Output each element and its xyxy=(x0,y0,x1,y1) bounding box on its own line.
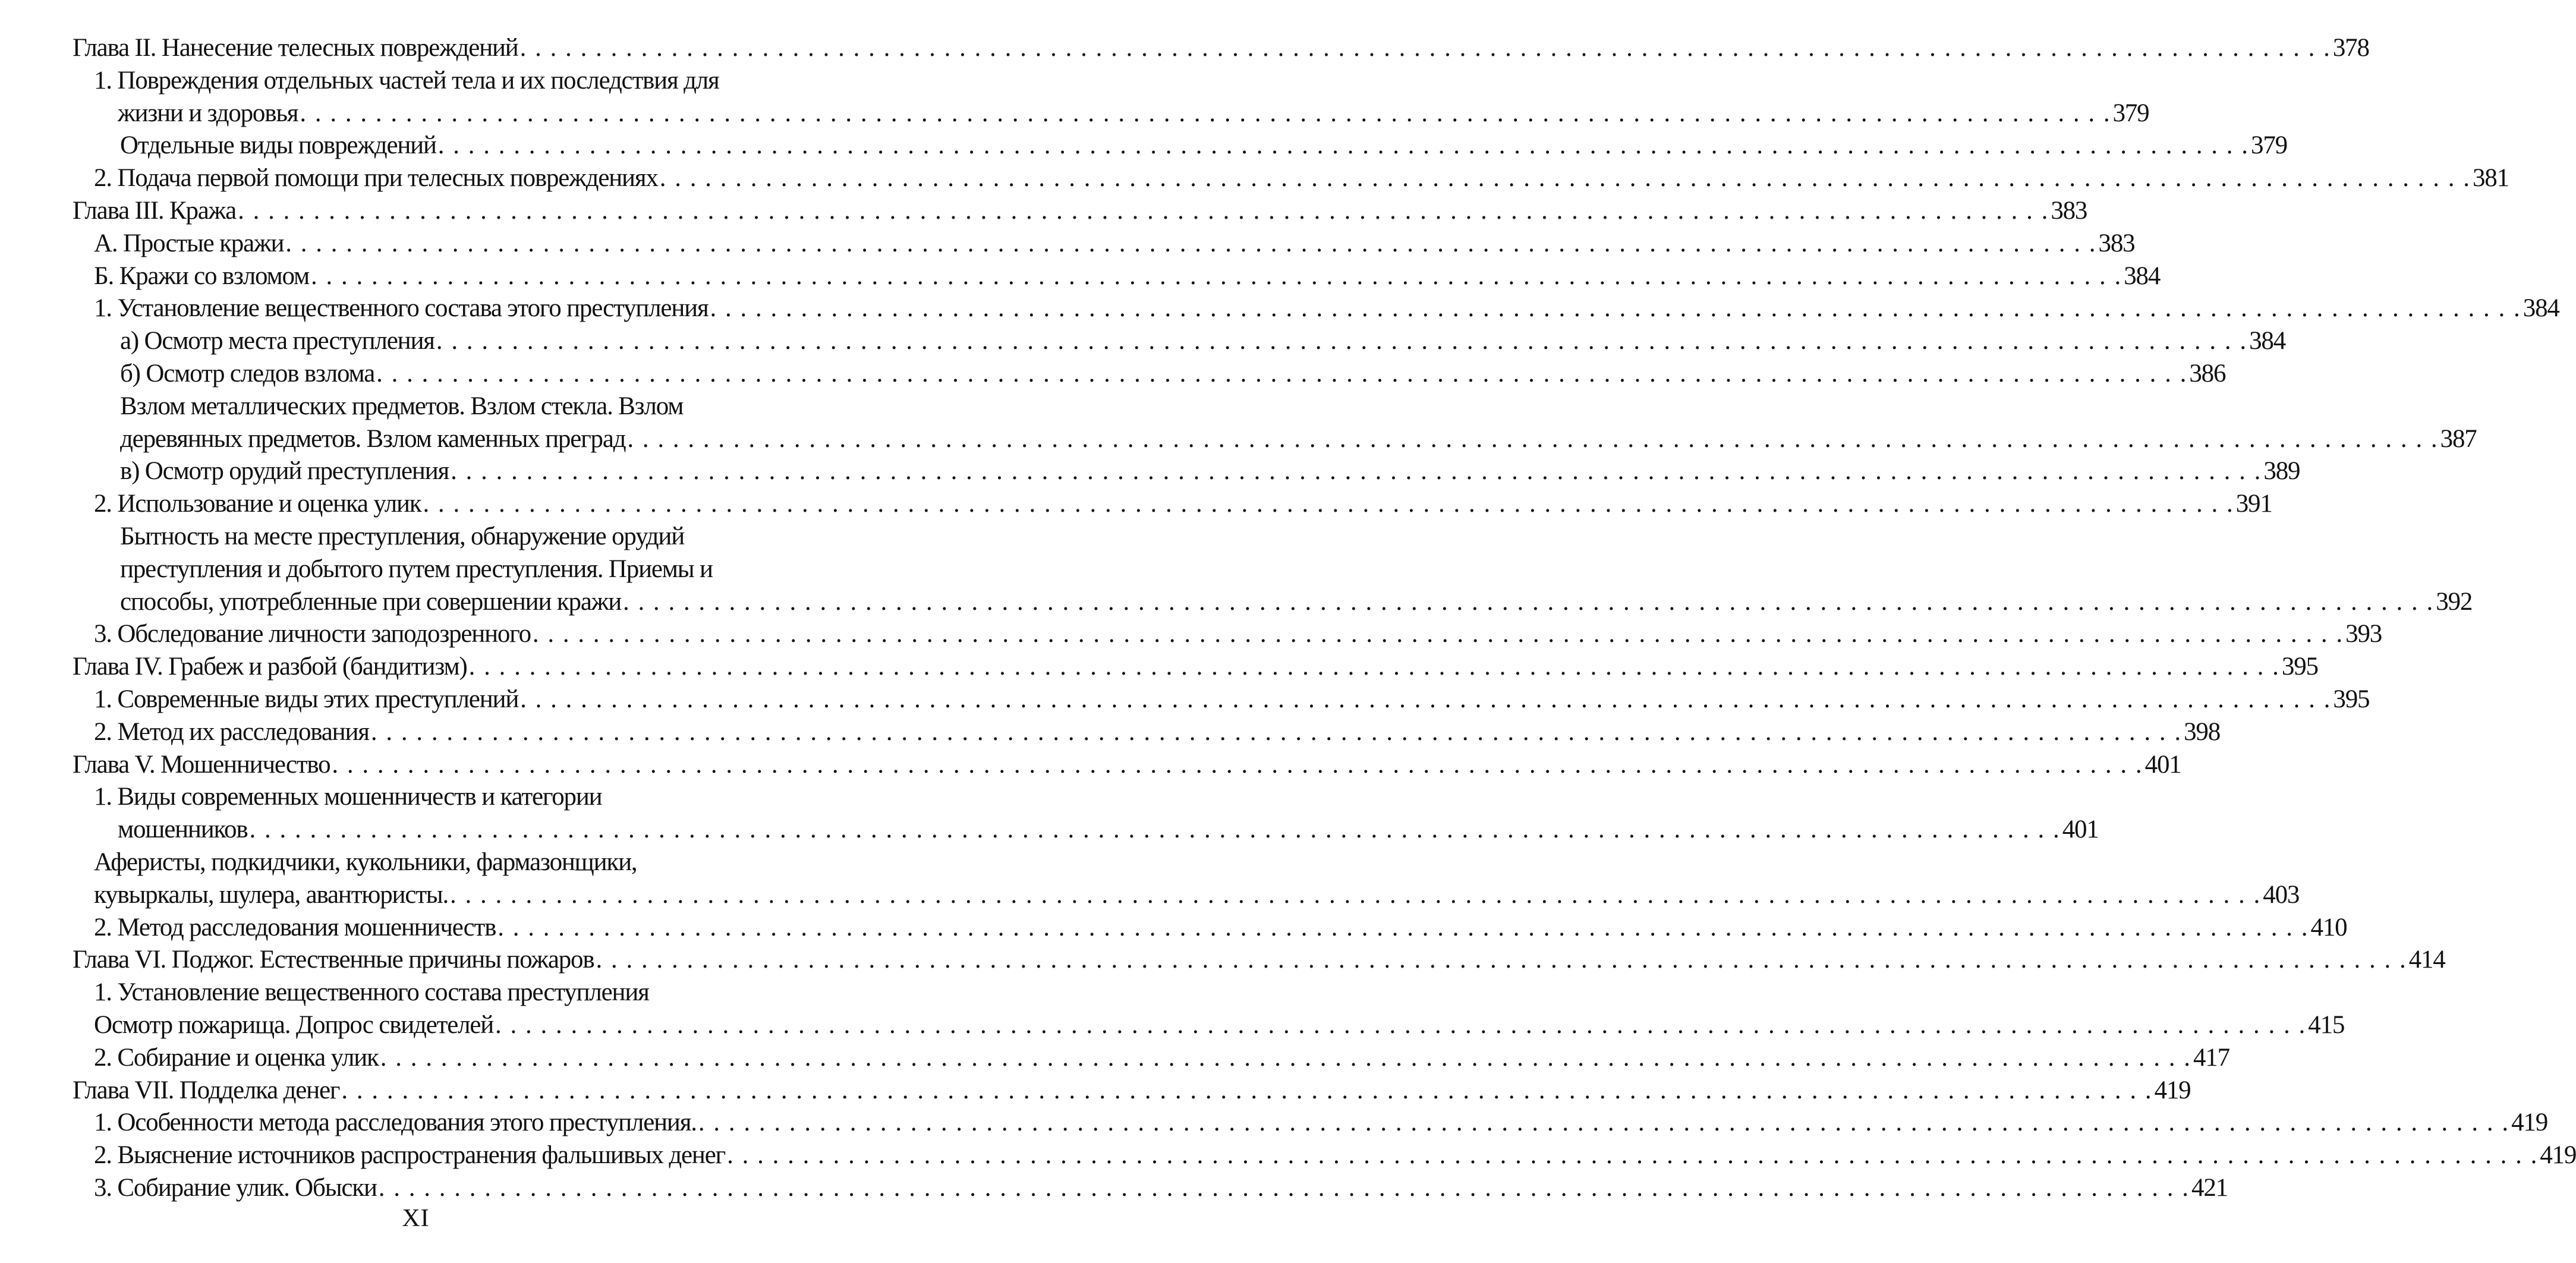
dot-leader: . . . . . . . . . . . . . . . . . . . . . . . . . . . . . . . . . . . . . . . . . . . . . . . . . . . . . . . . . . . . . . . . . . . . . . . . . . . . . . . . . . . . . . . . . . . . . . . . . . . . . . . . . . . . . . . . . . . . . . . . xyxy=(451,457,2262,486)
toc-entry xyxy=(73,130,2287,162)
toc-entry xyxy=(73,1107,2547,1139)
toc-entry-page: 387 xyxy=(2440,424,2477,453)
toc-entry-title-line: 3. Обследование личности заподозренного xyxy=(94,620,531,648)
toc-entry-page: 383 xyxy=(2051,196,2087,225)
toc-entry xyxy=(73,716,2221,749)
toc-entry xyxy=(73,32,2369,65)
toc-entry xyxy=(73,325,2285,358)
toc-entry-page: 410 xyxy=(2310,913,2347,941)
toc-entry xyxy=(73,228,2135,260)
toc-entry-title-line: 2. Подача первой помощи при телесных повреждениях xyxy=(94,164,658,193)
toc-entry-title-line: кувыркалы, шулера, авантюристы. xyxy=(94,880,449,909)
dot-leader: . . . . . . . . . . . . . . . . . . . . . . . . . . . . . . . . . . . . . . . . . . . . . . . . . . . . . . . . . . . . . . . . . . . . . . . . . . . . . . . . . . . . . . . . . . . . . . . . . . . . . . . . . . . . . . . . . . . . . . . . xyxy=(436,327,2248,355)
table-of-contents xyxy=(73,32,2576,1205)
toc-entry-title-line: 2. Метод расследования мошенничеств xyxy=(94,913,496,941)
toc-entry-title-line: Глава II. Нанесение телесных повреждений xyxy=(73,34,518,62)
toc-entry xyxy=(73,195,2087,228)
toc-entry-title-line: в) Осмотр орудий преступления xyxy=(120,457,449,486)
toc-entry-page: 386 xyxy=(2189,359,2226,388)
dot-leader: . . . . . . . . . . . . . . . . . . . . . . . . . . . . . . . . . . . . . . . . . . . . . . . . . . . . . . . . . . . . . . . . . . . . . . . . . . . . . . . . . . . . . . . . . . . . . . . . . . . . . . . . . . . . . . . . . . . . . . . . xyxy=(698,1108,2510,1137)
toc-entry-title-line: 2. Использование и оценка улик xyxy=(94,490,421,518)
toc-entry-page: 417 xyxy=(2193,1043,2229,1072)
toc-entry-page: 379 xyxy=(2251,131,2287,160)
toc-entry-page: 384 xyxy=(2249,327,2285,355)
toc-entry xyxy=(73,1172,2228,1205)
toc-entry-page: 419 xyxy=(2540,1141,2576,1170)
dot-leader: . . . . . . . . . . . . . . . . . . . . . . . . . . . . . . . . . . . . . . . . . . . . . . . . . . . . . . . . . . . . . . . . . . . . . . . . . . . . . . . . . . . . . . . . . . . . . . . . . . . . . . . . . . . . . . . . . . . . . . . . xyxy=(519,34,2331,62)
dot-leader: . . . . . . . . . . . . . . . . . . . . . . . . . . . . . . . . . . . . . . . . . . . . . . . . . . . . . . . . . . . . . . . . . . . . . . . . . . . . . . . . . . . . . . . . . . . . . . . . . . . . . . . . . . . . . . . . . . . . . . . . xyxy=(727,1141,2539,1170)
toc-entry-title-line: преступления и добытого путем преступления. Приемы и xyxy=(120,555,713,583)
toc-entry-title-line: 3. Собирание улик. Обыски xyxy=(94,1173,377,1202)
toc-entry xyxy=(73,1075,2191,1107)
dot-leader: . . . . . . . . . . . . . . . . . . . . . . . . . . . . . . . . . . . . . . . . . . . . . . . . . . . . . . . . . . . . . . . . . . . . . . . . . . . . . . . . . . . . . . . . . . . . . . . . . . . . . . . . . . . . . . . . . . . . . . . . xyxy=(249,815,2061,844)
toc-entry-title-line: 1. Установление вещественного состава этого преступления xyxy=(94,294,708,323)
toc-entry-title-line: Глава IV. Грабеж и разбой (бандитизм) xyxy=(73,653,467,681)
toc-entry xyxy=(73,390,2477,456)
toc-entry xyxy=(73,455,2300,488)
toc-entry xyxy=(73,618,2382,651)
toc-entry-title-line: деревянных предметов. Взлом каменных преград xyxy=(120,424,626,453)
toc-entry-page: 392 xyxy=(2436,587,2473,616)
toc-entry xyxy=(73,944,2445,977)
toc-entry-page: 384 xyxy=(2124,262,2161,290)
dot-leader: . . . . . . . . . . . . . . . . . . . . . . . . . . . . . . . . . . . . . . . . . . . . . . . . . . . . . . . . . . . . . . . . . . . . . . . . . . . . . . . . . . . . . . . . . . . . . . . . . . . . . . . . . . . . . . . . . . . . . . . . xyxy=(380,1043,2191,1072)
toc-entry xyxy=(73,1042,2229,1075)
toc-entry-title-line: 1. Повреждения отдельных частей тела и их последствия для xyxy=(94,66,719,95)
toc-entry xyxy=(73,65,2149,130)
dot-leader: . . . . . . . . . . . . . . . . . . . . . . . . . . . . . . . . . . . . . . . . . . . . . . . . . . . . . . . . . . . . . . . . . . . . . . . . . . . . . . . . . . . . . . . . . . . . . . . . . . . . . . . . . . . . . . . . . . . . . . . . xyxy=(495,1010,2307,1039)
toc-entry-title-line: жизни и здоровья xyxy=(118,99,298,127)
toc-entry xyxy=(73,781,2099,846)
toc-entry-page: 401 xyxy=(2144,750,2181,779)
dot-leader: . . . . . . . . . . . . . . . . . . . . . . . . . . . . . . . . . . . . . . . . . . . . . . . . . . . . . . . . . . . . . . . . . . . . . . . . . . . . . . . . . . . . . . . . . . . . . . . . . . . . . . . . . . . . . . . . . . . . . . . . xyxy=(378,1173,2190,1202)
toc-entry-title-line: Бытность на месте преступления, обнаружение орудий xyxy=(120,522,685,550)
toc-entry-title-line: Глава VI. Поджог. Естественные причины пожаров xyxy=(73,946,594,974)
toc-entry xyxy=(73,651,2318,684)
toc-entry xyxy=(73,260,2161,293)
toc-entry-title-line: 1. Виды современных мошенничеств и категории xyxy=(94,783,602,811)
toc-entry-page: 414 xyxy=(2408,946,2445,974)
toc-entry-title-line: Осмотр пожарища. Допрос свидетелей xyxy=(94,1010,494,1039)
toc-entry xyxy=(73,912,2347,944)
toc-entry-page: 391 xyxy=(2235,490,2272,518)
toc-entry-page: 419 xyxy=(2511,1108,2547,1137)
toc-entry-title-line: Глава III. Кража xyxy=(73,196,237,225)
toc-entry-title-line: 1. Особенности метода расследования этого преступления. xyxy=(94,1108,697,1137)
toc-entry-page: 384 xyxy=(2523,294,2559,323)
dot-leader: . . . . . . . . . . . . . . . . . . . . . . . . . . . . . . . . . . . . . . . . . . . . . . . . . . . . . . . . . . . . . . . . . . . . . . . . . . . . . . . . . . . . . . . . . . . . . . . . . . . . . . . . . . . . . . . . . . . . . . . . xyxy=(370,717,2183,746)
toc-entry xyxy=(73,162,2509,195)
dot-leader: . . . . . . . . . . . . . . . . . . . . . . . . . . . . . . . . . . . . . . . . . . . . . . . . . . . . . . . . . . . . . . . . . . . . . . . . . . . . . . . . . . . . . . . . . . . . . . . . . . . . . . . . . . . . . . . . . . . . . . . . xyxy=(423,490,2234,518)
toc-entry-page: 415 xyxy=(2308,1010,2345,1039)
toc-entry-page: 378 xyxy=(2332,34,2369,62)
dot-leader: . . . . . . . . . . . . . . . . . . . . . . . . . . . . . . . . . . . . . . . . . . . . . . . . . . . . . . . . . . . . . . . . . . . . . . . . . . . . . . . . . . . . . . . . . . . . . . . . . . . . . . . . . . . . . . . . . . . . . . . . xyxy=(710,294,2521,323)
toc-entry-title-line: б) Осмотр следов взлома xyxy=(120,359,375,388)
dot-leader: . . . . . . . . . . . . . . . . . . . . . . . . . . . . . . . . . . . . . . . . . . . . . . . . . . . . . . . . . . . . . . . . . . . . . . . . . . . . . . . . . . . . . . . . . . . . . . . . . . . . . . . . . . . . . . . . . . . . . . . . xyxy=(285,229,2097,257)
toc-entry-page: 389 xyxy=(2263,457,2300,486)
dot-leader: . . . . . . . . . . . . . . . . . . . . . . . . . . . . . . . . . . . . . . . . . . . . . . . . . . . . . . . . . . . . . . . . . . . . . . . . . . . . . . . . . . . . . . . . . . . . . . . . . . . . . . . . . . . . . . . . . . . . . . . . xyxy=(623,587,2435,616)
toc-entry-title-line: мошенников xyxy=(118,815,248,844)
dot-leader: . . . . . . . . . . . . . . . . . . . . . . . . . . . . . . . . . . . . . . . . . . . . . . . . . . . . . . . . . . . . . . . . . . . . . . . . . . . . . . . . . . . . . . . . . . . . . . . . . . . . . . . . . . . . . . . . . . . . . . . . xyxy=(332,750,2143,779)
toc-entry-title-line: Б. Кражи со взломом xyxy=(94,262,309,290)
toc-entry-page: 398 xyxy=(2184,717,2221,746)
toc-entry-title-line: Взлом металлических предметов. Взлом стекла. Взлом xyxy=(120,392,684,420)
toc-entry-page: 395 xyxy=(2281,653,2318,681)
dot-leader: . . . . . . . . . . . . . . . . . . . . . . . . . . . . . . . . . . . . . . . . . . . . . . . . . . . . . . . . . . . . . . . . . . . . . . . . . . . . . . . . . . . . . . . . . . . . . . . . . . . . . . . . . . . . . . . . . . . . . . . . xyxy=(341,1076,2153,1104)
toc-entry-page: 383 xyxy=(2098,229,2135,257)
toc-entry xyxy=(73,488,2272,521)
dot-leader: . . . . . . . . . . . . . . . . . . . . . . . . . . . . . . . . . . . . . . . . . . . . . . . . . . . . . . . . . . . . . . . . . . . . . . . . . . . . . . . . . . . . . . . . . . . . . . . . . . . . . . . . . . . . . . . . . . . . . . . . xyxy=(596,946,2407,974)
toc-entry-page: 395 xyxy=(2333,685,2370,713)
toc-entry xyxy=(73,358,2226,390)
toc-entry-title-line: а) Осмотр места преступления xyxy=(120,327,434,355)
toc-entry-page: 421 xyxy=(2191,1173,2228,1202)
toc-entry-page: 379 xyxy=(2112,99,2149,127)
toc-entry-title-line: Глава VII. Подделка денег xyxy=(73,1076,340,1104)
toc-entry-title-line: 1. Современные виды этих преступлений xyxy=(94,685,519,713)
toc-entry xyxy=(73,684,2370,716)
toc-entry-title-line: 2. Метод их расследования xyxy=(94,717,369,746)
toc-entry-title-line: 1. Установление вещественного состава преступления xyxy=(94,978,649,1007)
toc-entry xyxy=(73,521,2473,618)
toc-entry xyxy=(73,292,2559,325)
dot-leader: . . . . . . . . . . . . . . . . . . . . . . . . . . . . . . . . . . . . . . . . . . . . . . . . . . . . . . . . . . . . . . . . . . . . . . . . . . . . . . . . . . . . . . . . . . . . . . . . . . . . . . . . . . . . . . . . . . . . . . . . xyxy=(238,196,2049,225)
toc-entry-title-line: 2. Выяснение источников распространения фальшивых денег xyxy=(94,1141,726,1170)
toc-entry-page: 403 xyxy=(2263,880,2300,909)
toc-entry-title-line: Аферисты, подкидчики, кукольники, фармазонщики, xyxy=(94,848,637,876)
toc-entry xyxy=(73,977,2345,1042)
toc-entry-title-line: способы, употребленные при совершении кражи xyxy=(120,587,622,616)
toc-entry-page: 419 xyxy=(2154,1076,2191,1104)
toc-entry-page: 401 xyxy=(2062,815,2099,844)
dot-leader: . . . . . . . . . . . . . . . . . . . . . . . . . . . . . . . . . . . . . . . . . . . . . . . . . . . . . . . . . . . . . . . . . . . . . . . . . . . . . . . . . . . . . . . . . . . . . . . . . . . . . . . . . . . . . . . . . . . . . . . . xyxy=(520,685,2332,713)
dot-leader: . . . . . . . . . . . . . . . . . . . . . . . . . . . . . . . . . . . . . . . . . . . . . . . . . . . . . . . . . . . . . . . . . . . . . . . . . . . . . . . . . . . . . . . . . . . . . . . . . . . . . . . . . . . . . . . . . . . . . . . . xyxy=(437,131,2250,160)
dot-leader: . . . . . . . . . . . . . . . . . . . . . . . . . . . . . . . . . . . . . . . . . . . . . . . . . . . . . . . . . . . . . . . . . . . . . . . . . . . . . . . . . . . . . . . . . . . . . . . . . . . . . . . . . . . . . . . . . . . . . . . . xyxy=(627,424,2439,453)
toc-entry-page: 381 xyxy=(2473,164,2509,193)
dot-leader: . . . . . . . . . . . . . . . . . . . . . . . . . . . . . . . . . . . . . . . . . . . . . . . . . . . . . . . . . . . . . . . . . . . . . . . . . . . . . . . . . . . . . . . . . . . . . . . . . . . . . . . . . . . . . . . . . . . . . . . . xyxy=(311,262,2122,290)
toc-entry-title-line: 2. Собирание и оценка улик xyxy=(94,1043,379,1072)
dot-leader: . . . . . . . . . . . . . . . . . . . . . . . . . . . . . . . . . . . . . . . . . . . . . . . . . . . . . . . . . . . . . . . . . . . . . . . . . . . . . . . . . . . . . . . . . . . . . . . . . . . . . . . . . . . . . . . . . . . . . . . . xyxy=(532,620,2344,648)
toc-entry-title-line: Отдельные виды повреждений xyxy=(120,131,436,160)
toc-entry-page: 393 xyxy=(2345,620,2382,648)
dot-leader: . . . . . . . . . . . . . . . . . . . . . . . . . . . . . . . . . . . . . . . . . . . . . . . . . . . . . . . . . . . . . . . . . . . . . . . . . . . . . . . . . . . . . . . . . . . . . . . . . . . . . . . . . . . . . . . . . . . . . . . . xyxy=(468,653,2280,681)
dot-leader: . . . . . . . . . . . . . . . . . . . . . . . . . . . . . . . . . . . . . . . . . . . . . . . . . . . . . . . . . . . . . . . . . . . . . . . . . . . . . . . . . . . . . . . . . . . . . . . . . . . . . . . . . . . . . . . . . . . . . . . . xyxy=(497,913,2309,941)
toc-entry xyxy=(73,846,2300,912)
dot-leader: . . . . . . . . . . . . . . . . . . . . . . . . . . . . . . . . . . . . . . . . . . . . . . . . . . . . . . . . . . . . . . . . . . . . . . . . . . . . . . . . . . . . . . . . . . . . . . . . . . . . . . . . . . . . . . . . . . . . . . . . xyxy=(659,164,2471,193)
toc-entry-title-line: А. Простые кражи xyxy=(94,229,284,257)
dot-leader: . . . . . . . . . . . . . . . . . . . . . . . . . . . . . . . . . . . . . . . . . . . . . . . . . . . . . . . . . . . . . . . . . . . . . . . . . . . . . . . . . . . . . . . . . . . . . . . . . . . . . . . . . . . . . . . . . . . . . . . . xyxy=(376,359,2188,388)
toc-entry-title-line: Глава V. Мошенничество xyxy=(73,750,330,779)
toc-entry xyxy=(73,749,2181,782)
page-number: XI xyxy=(402,1205,430,1232)
dot-leader: . . . . . . . . . . . . . . . . . . . . . . . . . . . . . . . . . . . . . . . . . . . . . . . . . . . . . . . . . . . . . . . . . . . . . . . . . . . . . . . . . . . . . . . . . . . . . . . . . . . . . . . . . . . . . . . . . . . . . . . . xyxy=(300,99,2111,127)
dot-leader: . . . . . . . . . . . . . . . . . . . . . . . . . . . . . . . . . . . . . . . . . . . . . . . . . . . . . . . . . . . . . . . . . . . . . . . . . . . . . . . . . . . . . . . . . . . . . . . . . . . . . . . . . . . . . . . . . . . . . . . . xyxy=(450,880,2262,909)
toc-entry xyxy=(73,1139,2576,1172)
